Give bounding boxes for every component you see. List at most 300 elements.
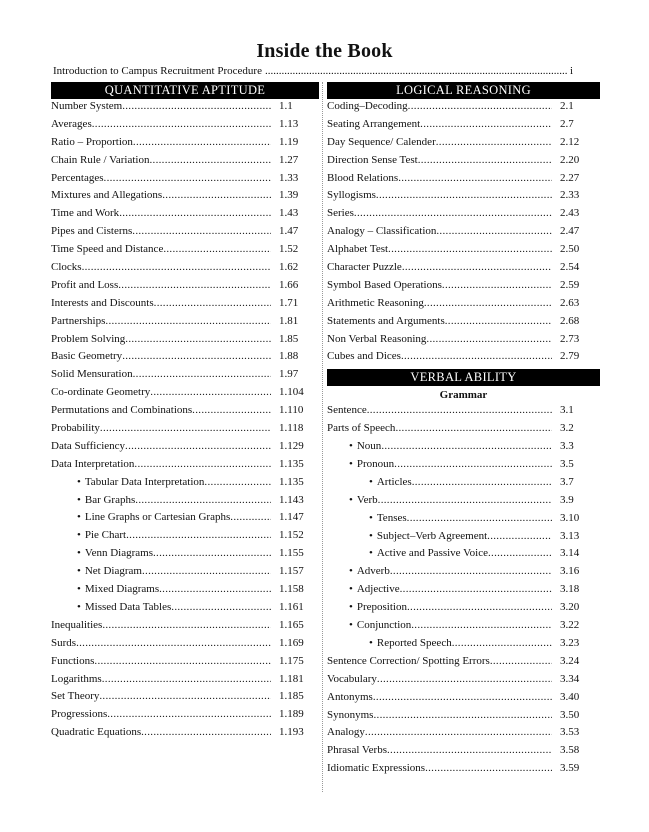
dot-leader <box>488 547 552 559</box>
toc-entry-label <box>327 225 436 237</box>
toc-entry-page: 3.40 <box>560 690 580 703</box>
toc-entry[interactable] <box>327 601 600 619</box>
dot-leader <box>230 511 271 523</box>
toc-entry-label <box>77 476 204 488</box>
toc-entry-page: 3.13 <box>560 529 580 542</box>
toc-entry-label <box>51 708 107 720</box>
toc-entry-page: 3.23 <box>560 636 580 649</box>
toc-entry[interactable] <box>51 708 319 726</box>
dot-leader <box>141 726 271 738</box>
toc-entry-text: Missed Data Tables <box>84 600 172 613</box>
toc-entry-text: Time Speed and Distance <box>51 243 164 256</box>
toc-entry-text: Preposition <box>356 601 407 614</box>
toc-entry-page: 3.18 <box>560 583 580 596</box>
toc-entry[interactable] <box>51 655 319 673</box>
toc-entry-text: Symbol Based Operations <box>327 278 442 291</box>
toc-entry-page: 1.97 <box>279 368 299 381</box>
toc-entry-label <box>51 118 92 130</box>
toc-entry-label <box>369 637 452 649</box>
toc-entry[interactable] <box>327 458 600 476</box>
toc-entry-label <box>51 673 102 685</box>
dot-leader <box>104 172 271 184</box>
toc-entry-label <box>51 637 76 649</box>
toc-entry-label <box>77 583 159 595</box>
toc-entry-text: Arithmetic Reasoning <box>327 296 424 309</box>
toc-entry[interactable] <box>51 207 319 225</box>
toc-entry-text: Number System <box>51 100 123 112</box>
dot-leader <box>354 207 552 219</box>
toc-entry[interactable] <box>327 530 600 548</box>
toc-entry[interactable] <box>327 637 600 655</box>
toc-entry-page: 3.59 <box>560 762 580 775</box>
toc-entry-label <box>349 458 394 470</box>
toc-entry-text: Solid Mensuration <box>51 368 133 381</box>
toc-entry[interactable] <box>327 673 600 691</box>
toc-entry-label <box>51 172 104 184</box>
toc-entry[interactable] <box>51 673 319 691</box>
toc-entry[interactable] <box>51 529 319 547</box>
toc-entry[interactable] <box>51 440 319 458</box>
toc-entry-page: 2.47 <box>560 225 580 238</box>
dot-leader <box>265 65 567 77</box>
toc-entry-label <box>51 315 105 327</box>
toc-entry-page: 3.20 <box>560 601 580 614</box>
page-title: Inside the Book <box>256 40 393 62</box>
dot-leader <box>407 601 552 613</box>
dot-leader <box>367 404 552 416</box>
toc-entry-text: Logarithms <box>51 672 102 685</box>
toc-entry-page: 3.2 <box>560 422 574 435</box>
toc-entry[interactable] <box>51 386 319 404</box>
toc-entry-page: 1.104 <box>279 386 304 399</box>
toc-entry-page: 3.3 <box>560 440 574 453</box>
toc-entry-page: 1.88 <box>279 350 299 363</box>
toc-entry-text: Probability <box>51 422 100 435</box>
toc-list-logical <box>327 100 600 368</box>
toc-entry[interactable] <box>51 118 319 136</box>
dot-leader <box>122 350 271 362</box>
toc-entry[interactable] <box>327 100 600 118</box>
toc-entry-text: Direction Sense Test <box>327 153 418 166</box>
toc-entry-label <box>77 494 135 506</box>
toc-entry-label <box>327 243 388 255</box>
toc-entry[interactable] <box>51 637 319 655</box>
toc-entry-page: 3.50 <box>560 708 580 721</box>
toc-entry-text: Quadratic Equations <box>51 726 142 739</box>
toc-entry-label <box>51 422 100 434</box>
toc-entry-label <box>327 136 436 148</box>
toc-entry[interactable] <box>327 315 600 333</box>
dot-leader <box>418 154 552 166</box>
toc-entry[interactable] <box>327 655 600 673</box>
toc-entry[interactable] <box>327 565 600 583</box>
toc-entry[interactable] <box>51 583 319 601</box>
dot-leader <box>204 476 271 488</box>
toc-entry-page: 3.16 <box>560 565 580 578</box>
bullet-icon: • <box>369 529 373 542</box>
dot-leader <box>118 279 271 291</box>
toc-entry-introduction[interactable] <box>53 65 573 81</box>
toc-entry-label <box>369 512 407 524</box>
toc-entry-label <box>349 583 400 595</box>
toc-entry[interactable] <box>51 494 319 512</box>
dot-leader <box>445 315 552 327</box>
toc-entry-label <box>77 565 142 577</box>
bullet-icon: • <box>349 440 353 453</box>
toc-entry-text: Profit and Loss <box>51 278 119 291</box>
toc-entry-page: 1.147 <box>279 511 304 524</box>
toc-entry-page: 1.52 <box>279 243 299 256</box>
toc-entry-text: Time and Work <box>51 207 120 220</box>
toc-entry[interactable] <box>51 511 319 529</box>
toc-entry-label <box>327 333 426 345</box>
dot-leader <box>395 422 552 434</box>
dot-leader <box>142 565 271 577</box>
toc-entry-label <box>327 279 442 291</box>
toc-entry-label <box>51 136 133 148</box>
toc-entry-label <box>327 261 402 273</box>
dot-leader <box>387 744 552 756</box>
toc-list-quantitative <box>51 100 319 744</box>
dot-leader <box>407 512 552 524</box>
toc-entry-page: 1.1 <box>279 100 293 112</box>
toc-entry-label <box>327 154 418 166</box>
toc-entry[interactable] <box>327 512 600 530</box>
toc-entry-page: 1.118 <box>279 422 304 435</box>
toc-entry-page: 2.33 <box>560 189 580 202</box>
toc-entry-label <box>51 350 122 362</box>
toc-entry[interactable] <box>51 458 319 476</box>
toc-entry-label <box>51 386 150 398</box>
toc-entry-text: Non Verbal Reasoning <box>327 332 427 345</box>
toc-entry-text: Series <box>327 207 354 220</box>
toc-entry[interactable] <box>327 261 600 279</box>
toc-entry-page: 1.33 <box>279 171 299 184</box>
toc-entry[interactable] <box>327 422 600 440</box>
toc-entry-label <box>327 118 420 130</box>
toc-entry-page: i <box>569 65 573 77</box>
dot-leader <box>125 440 271 452</box>
toc-entry-text: Day Sequence/ Calender <box>327 135 436 148</box>
dot-leader <box>425 762 552 774</box>
toc-entry-label <box>369 530 487 542</box>
section-header-verbal: VERBAL ABILITY <box>327 369 600 386</box>
toc-entry-label <box>327 744 387 756</box>
toc-entry-page: 1.81 <box>279 314 299 327</box>
toc-entry-label <box>51 726 141 738</box>
toc-entry-label <box>369 547 488 559</box>
dot-leader <box>102 673 271 685</box>
toc-entry-text: Interests and Discounts <box>51 296 154 309</box>
toc-entry[interactable] <box>327 172 600 190</box>
toc-entry[interactable] <box>51 404 319 422</box>
toc-entry-text: Tenses <box>376 511 407 524</box>
toc-entry[interactable] <box>327 136 600 154</box>
toc-entry[interactable] <box>327 726 600 744</box>
toc-entry-text: Syllogisms <box>327 189 376 202</box>
dot-leader <box>99 690 271 702</box>
toc-entry[interactable] <box>51 368 319 386</box>
toc-entry[interactable] <box>51 243 319 261</box>
toc-entry-text: Clocks <box>51 261 82 274</box>
toc-entry-label <box>369 476 412 488</box>
toc-entry-text: Averages <box>51 117 92 130</box>
toc-entry-page: 3.22 <box>560 619 580 632</box>
dot-leader <box>381 440 552 452</box>
toc-entry-text: Alphabet Test <box>327 243 389 256</box>
dot-leader <box>125 333 271 345</box>
quantitative-aptitude-section <box>51 82 319 744</box>
toc-entry[interactable] <box>327 744 600 762</box>
toc-entry[interactable] <box>51 189 319 207</box>
dot-leader <box>122 100 271 112</box>
toc-entry-text: Conjunction <box>356 619 412 632</box>
dot-leader <box>82 261 271 273</box>
toc-entry[interactable] <box>327 297 600 315</box>
toc-entry-text: Net Diagram <box>84 565 142 578</box>
toc-entry-text: Mixed Diagrams <box>84 583 160 596</box>
dot-leader <box>412 476 552 488</box>
toc-entry[interactable] <box>51 100 319 118</box>
toc-entry-label <box>51 655 94 667</box>
toc-entry-label <box>349 440 381 452</box>
toc-entry-text: Sentence <box>327 404 367 417</box>
toc-entry-page: 1.71 <box>279 296 299 309</box>
toc-entry-text: Partnerships <box>51 314 106 327</box>
toc-entry-text: Articles <box>376 475 412 488</box>
toc-entry-label <box>51 619 102 631</box>
toc-entry-label <box>327 189 376 201</box>
bullet-icon: • <box>77 565 81 578</box>
toc-entry-label <box>51 333 125 345</box>
toc-entry[interactable] <box>51 279 319 297</box>
toc-entry[interactable] <box>327 440 600 458</box>
toc-entry-text: Chain Rule / Variation <box>51 153 150 166</box>
toc-entry-label <box>51 189 162 201</box>
toc-entry[interactable] <box>51 726 319 744</box>
toc-entry-label <box>51 225 132 237</box>
toc-entry-page: 2.20 <box>560 153 580 166</box>
dot-leader <box>153 547 271 559</box>
toc-entry-label <box>51 100 122 112</box>
toc-entry-page: 2.79 <box>560 350 580 363</box>
toc-entry-text: Analogy <box>327 726 365 739</box>
toc-entry-label <box>327 762 425 774</box>
toc-entry[interactable] <box>51 690 319 708</box>
toc-entry-page: 1.27 <box>279 153 299 166</box>
dot-leader <box>487 530 552 542</box>
toc-entry-page: 1.193 <box>279 726 304 739</box>
toc-entry-page: 1.85 <box>279 332 299 345</box>
bullet-icon: • <box>77 475 81 488</box>
dot-leader <box>132 225 271 237</box>
toc-entry-page: 3.7 <box>560 475 574 488</box>
dot-leader <box>436 225 552 237</box>
toc-entry-label <box>327 404 367 416</box>
dot-leader <box>100 422 271 434</box>
toc-entry-label <box>77 529 126 541</box>
toc-entry[interactable] <box>327 547 600 565</box>
toc-entry[interactable] <box>327 243 600 261</box>
toc-entry-text: Pipes and Cisterns <box>51 225 133 238</box>
toc-entry-page: 2.1 <box>560 100 574 112</box>
dot-leader <box>149 154 271 166</box>
toc-entry[interactable] <box>51 565 319 583</box>
toc-entry-page: 2.7 <box>560 117 574 130</box>
dot-leader <box>390 565 552 577</box>
toc-entry-label <box>349 619 411 631</box>
toc-entry[interactable] <box>327 333 600 351</box>
toc-entry-text: Progressions <box>51 708 108 721</box>
dot-leader <box>408 100 552 112</box>
toc-entry-page: 1.165 <box>279 618 304 631</box>
toc-entry-text: Functions <box>51 654 95 667</box>
toc-entry-page: 1.13 <box>279 117 299 130</box>
toc-entry[interactable] <box>327 118 600 136</box>
dot-leader <box>377 673 552 685</box>
toc-entry-label <box>51 458 134 470</box>
toc-entry-text: Pie Chart <box>84 529 127 542</box>
toc-entry[interactable] <box>327 709 600 727</box>
dot-leader <box>426 333 552 345</box>
toc-entry[interactable] <box>327 154 600 172</box>
toc-entry-text: Parts of Speech <box>327 422 396 435</box>
toc-entry-label <box>51 404 192 416</box>
bullet-icon: • <box>77 529 81 542</box>
dot-leader <box>436 136 552 148</box>
toc-entry[interactable] <box>327 225 600 243</box>
toc-entry-page: 1.135 <box>279 457 304 470</box>
toc-entry-label <box>51 279 118 291</box>
toc-entry[interactable] <box>327 189 600 207</box>
toc-entry[interactable] <box>51 350 319 368</box>
toc-entry-page: 1.158 <box>279 583 304 596</box>
bullet-icon: • <box>349 619 353 632</box>
toc-entry-label <box>327 297 424 309</box>
toc-entry[interactable] <box>327 404 600 422</box>
dot-leader <box>442 279 552 291</box>
toc-entry-page: 3.53 <box>560 726 580 739</box>
toc-entry[interactable] <box>327 619 600 637</box>
toc-entry-label <box>77 511 230 523</box>
toc-entry[interactable] <box>327 476 600 494</box>
bullet-icon: • <box>77 511 81 524</box>
toc-entry-page: 2.59 <box>560 278 580 291</box>
toc-entry-page: 3.5 <box>560 458 574 471</box>
toc-entry-label <box>51 207 119 219</box>
toc-entry[interactable] <box>51 619 319 637</box>
toc-entry-page: 2.50 <box>560 243 580 256</box>
toc-entry[interactable] <box>51 333 319 351</box>
toc-entry[interactable] <box>51 172 319 190</box>
toc-entry[interactable] <box>327 583 600 601</box>
toc-entry-label <box>327 350 401 362</box>
toc-entry-text: Phrasal Verbs <box>327 744 387 757</box>
toc-entry[interactable] <box>51 261 319 279</box>
toc-entry-page: 3.14 <box>560 547 580 560</box>
toc-entry-text: Percentages <box>51 171 104 184</box>
toc-entry-page: 1.169 <box>279 636 304 649</box>
toc-entry-page: 1.185 <box>279 690 304 703</box>
toc-entry-text: Blood Relations <box>327 171 399 184</box>
toc-entry[interactable] <box>327 762 600 780</box>
toc-entry-text: Mixtures and Allegations <box>51 189 163 202</box>
toc-entry[interactable] <box>51 476 319 494</box>
toc-entry[interactable] <box>51 315 319 333</box>
toc-entry-page: 3.10 <box>560 511 580 524</box>
toc-entry-text: Data Sufficiency <box>51 439 126 452</box>
toc-entry-page: 1.43 <box>279 207 299 220</box>
bullet-icon: • <box>349 601 353 614</box>
subsection-header-grammar: Grammar <box>439 389 488 402</box>
toc-entry-label <box>327 422 395 434</box>
section-header-quantitative: QUANTITATIVE APTITUDE <box>51 82 319 99</box>
column-divider <box>322 82 323 792</box>
toc-entry[interactable] <box>51 422 319 440</box>
toc-entry-page: 3.1 <box>560 404 574 417</box>
toc-entry[interactable] <box>51 547 319 565</box>
toc-entry-label <box>77 601 171 613</box>
toc-entry-text: Sentence Correction/ Spotting Errors <box>327 654 490 667</box>
toc-entry[interactable] <box>51 136 319 154</box>
toc-entry[interactable] <box>327 691 600 709</box>
toc-entry-label <box>51 690 99 702</box>
toc-entry[interactable] <box>51 225 319 243</box>
toc-entry-text: Coding–Decoding <box>327 100 408 112</box>
dot-leader <box>373 709 552 721</box>
toc-entry-text: Tabular Data Interpretation <box>84 475 205 488</box>
toc-entry-page: 2.68 <box>560 314 580 327</box>
dot-leader <box>76 637 271 649</box>
dot-leader <box>376 189 552 201</box>
bullet-icon: • <box>369 475 373 488</box>
toc-entry-page: 3.58 <box>560 744 580 757</box>
toc-entry[interactable] <box>327 494 600 512</box>
toc-entry[interactable] <box>51 601 319 619</box>
toc-list-verbal <box>327 404 600 780</box>
toc-entry-label <box>327 172 398 184</box>
toc-entry-text: Problem Solving <box>51 332 126 345</box>
toc-entry-page: 1.155 <box>279 547 304 560</box>
toc-entry-page: 1.129 <box>279 439 304 452</box>
dot-leader <box>126 529 271 541</box>
toc-entry[interactable] <box>327 279 600 297</box>
toc-entry-text: Pronoun <box>356 458 395 471</box>
toc-entry-text: Noun <box>356 440 382 453</box>
toc-entry-page: 1.181 <box>279 672 304 685</box>
toc-entry-label <box>51 154 149 166</box>
toc-entry-text: Bar Graphs <box>84 493 136 506</box>
toc-entry-page: 2.27 <box>560 171 580 184</box>
dot-leader <box>135 494 271 506</box>
dot-leader <box>490 655 552 667</box>
toc-entry[interactable] <box>327 207 600 225</box>
toc-entry-text: Seating Arrangement <box>327 117 421 130</box>
toc-entry-label <box>327 691 373 703</box>
dot-leader <box>119 207 271 219</box>
toc-entry-label <box>51 440 125 452</box>
toc-entry-page: 2.43 <box>560 207 580 220</box>
toc-entry[interactable] <box>327 350 600 368</box>
bullet-icon: • <box>349 493 353 506</box>
toc-entry-page: 2.54 <box>560 261 580 274</box>
toc-entry[interactable] <box>51 297 319 315</box>
toc-entry[interactable] <box>51 154 319 172</box>
toc-entry-label <box>327 655 490 667</box>
bullet-icon: • <box>77 547 81 560</box>
toc-entry-text: Ratio – Proportion <box>51 135 133 148</box>
toc-entry-page: 1.152 <box>279 529 304 542</box>
